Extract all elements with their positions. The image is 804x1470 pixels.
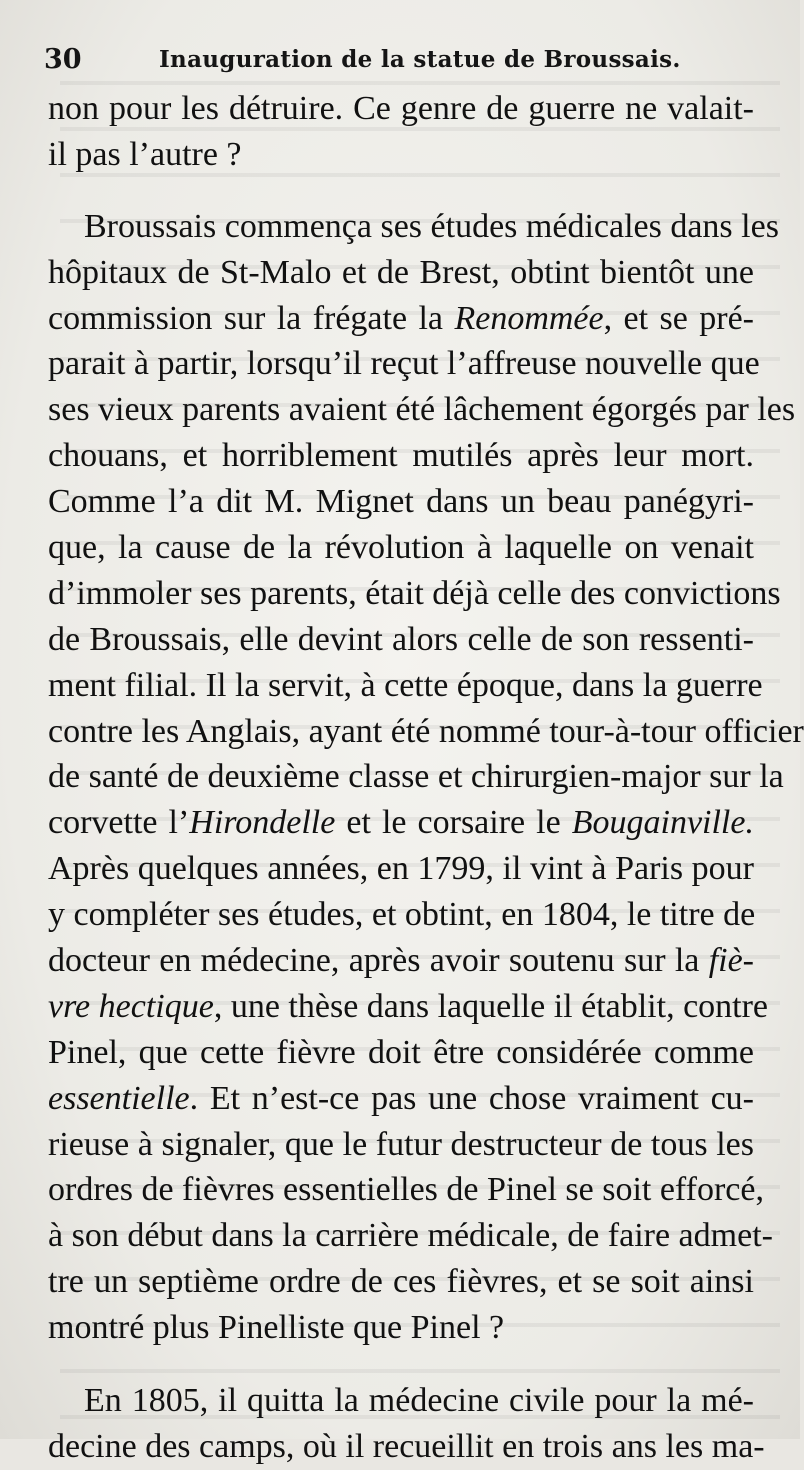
text-segment: de santé de deuxième classe et chirurgien-major sur la bbox=[48, 758, 784, 796]
text-segment: il pas l’autre ? bbox=[48, 135, 242, 173]
text-segment: tre un septième ordre de ces fièvres, et se soit ainsi bbox=[48, 1263, 754, 1301]
text-line bbox=[48, 86, 754, 132]
text-segment: decine des camps, où il recueillit en trois ans les ma- bbox=[48, 1427, 765, 1465]
text-segment: Comme l’a dit M. Mignet dans un beau panégyri- bbox=[48, 483, 754, 521]
paragraph bbox=[48, 86, 754, 178]
text-line bbox=[48, 1305, 754, 1351]
italic-text: essentielle bbox=[48, 1079, 190, 1117]
text-segment: contre les Anglais, ayant été nommé tour-à-tour officier bbox=[48, 712, 804, 750]
text-segment: montré plus Pinelliste que Pinel ? bbox=[48, 1309, 505, 1347]
text-segment: chouans, et horriblement mutilés après leur mort. bbox=[48, 437, 754, 475]
text-segment: de Broussais, elle devint alors celle de son ressenti- bbox=[48, 620, 754, 658]
text-segment: y compléter ses études, et obtint, en 1804, le titre de bbox=[48, 896, 756, 934]
text-segment: ordres de fièvres essentielles de Pinel se soit efforcé, bbox=[48, 1171, 764, 1209]
text-line bbox=[48, 1030, 754, 1076]
italic-text: Renommée bbox=[454, 299, 604, 337]
text-line bbox=[48, 617, 754, 663]
text-line bbox=[48, 984, 769, 1030]
italic-text: Bougainville. bbox=[571, 804, 754, 842]
text-line bbox=[48, 1167, 764, 1213]
text-segment: non pour les détruire. Ce genre de guerre ne valait- bbox=[48, 90, 754, 127]
body-text bbox=[48, 86, 804, 1470]
text-line bbox=[48, 892, 754, 938]
paragraph bbox=[48, 204, 804, 1351]
italic-text: vre hectique bbox=[48, 987, 214, 1025]
text-line bbox=[48, 663, 763, 709]
text-segment: . Et n’est-ce pas une chose vraiment cu- bbox=[189, 1079, 754, 1117]
text-segment: corvette l’ bbox=[48, 804, 190, 842]
italic-text: fiè- bbox=[708, 942, 754, 980]
text-line bbox=[48, 525, 754, 571]
text-segment: hôpitaux de St-Malo et de Brest, obtint bientôt une bbox=[48, 253, 754, 291]
text-line bbox=[48, 754, 784, 800]
paragraph bbox=[48, 1378, 765, 1470]
text-line bbox=[48, 571, 781, 617]
italic-text: Hirondelle bbox=[189, 804, 336, 842]
text-line bbox=[48, 1259, 754, 1305]
text-segment: que, la cause de la révolution à laquelle on venait bbox=[48, 529, 754, 567]
paragraph-gap bbox=[48, 1351, 754, 1378]
text-line bbox=[48, 479, 754, 525]
text-segment: ses vieux parents avaient été lâchement égorgés par les bbox=[48, 391, 796, 429]
text-segment: , et se pré- bbox=[603, 299, 754, 337]
text-line bbox=[48, 709, 804, 755]
text-line bbox=[48, 800, 754, 846]
text-line bbox=[48, 938, 754, 984]
text-segment: rieuse à signaler, que le futur destructeur de tous les bbox=[48, 1125, 754, 1163]
paragraph-gap bbox=[48, 178, 754, 204]
text-segment: , une thèse dans laquelle il établit, contre bbox=[213, 987, 769, 1025]
text-segment: d’immoler ses parents, était déjà celle des convictions bbox=[48, 574, 781, 612]
running-title: Inauguration de la statue de Broussais. bbox=[159, 46, 681, 73]
text-line bbox=[48, 846, 754, 892]
text-segment: En 1805, il quitta la médecine civile pour la mé- bbox=[84, 1382, 754, 1420]
text-line bbox=[48, 204, 779, 250]
text-segment: docteur en médecine, après avoir soutenu sur la bbox=[48, 942, 709, 980]
text-line bbox=[48, 1213, 773, 1259]
text-segment: commission sur la frégate la bbox=[48, 299, 455, 337]
text-segment: à son début dans la carrière médicale, de faire admet- bbox=[48, 1217, 773, 1255]
text-segment: et le corsaire le bbox=[335, 804, 572, 842]
text-segment: Broussais commença ses études médicales dans les bbox=[84, 207, 779, 245]
text-line bbox=[48, 387, 796, 433]
text-line bbox=[48, 296, 754, 342]
text-segment: parait à partir, lorsqu’il reçut l’affreuse nouvelle que bbox=[48, 345, 760, 383]
text-line bbox=[48, 1076, 754, 1122]
running-header bbox=[44, 38, 756, 78]
text-segment: Après quelques années, en 1799, il vint à Paris pour bbox=[48, 850, 754, 888]
text-segment: Pinel, que cette fièvre doit être considérée comme bbox=[48, 1033, 754, 1071]
text-line bbox=[48, 433, 754, 479]
text-line bbox=[48, 1122, 754, 1168]
page-number: 30 bbox=[44, 44, 82, 75]
text-line bbox=[48, 1424, 765, 1470]
text-segment: ment filial. Il la servit, à cette époque, dans la guerre bbox=[48, 666, 763, 704]
text-line bbox=[48, 132, 754, 178]
text-line bbox=[48, 341, 760, 387]
text-line bbox=[48, 250, 754, 296]
text-line bbox=[48, 1378, 754, 1424]
